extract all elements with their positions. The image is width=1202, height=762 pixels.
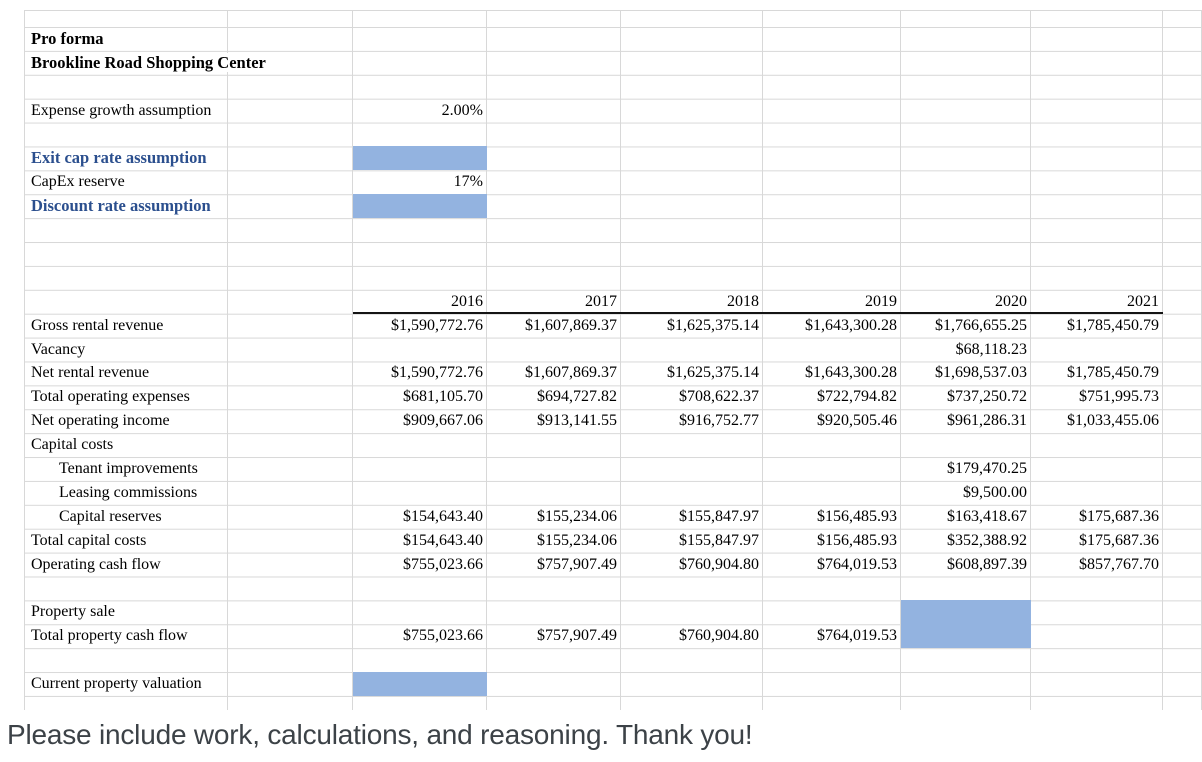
row-label-net-operating-income[interactable]	[25, 409, 228, 433]
cell-tcc-2019[interactable]: $156,485.93	[817, 531, 897, 549]
row-label-total-operating-expenses[interactable]	[25, 385, 228, 409]
cell-ti-2020[interactable]: $179,470.25	[947, 460, 1027, 478]
row-label-tenant-improvements-text: Tenant improvements	[59, 460, 201, 477]
cell-tcc-2017[interactable]: $155,234.06	[537, 531, 617, 549]
cell-opex-2020[interactable]: $737,250.72	[947, 388, 1027, 406]
cell-noi-2020[interactable]: $961,286.31	[947, 412, 1027, 430]
row-label-exit-cap-rate-text: Exit cap rate assumption	[31, 148, 210, 167]
cell-lc-2020[interactable]: $9,500.00	[963, 483, 1027, 501]
row-label-expense-growth-text: Expense growth assumption	[31, 102, 214, 119]
cell-opex-2018[interactable]: $708,622.37	[679, 388, 759, 406]
row-label-total-capital-costs[interactable]	[25, 529, 228, 553]
column-header-2021[interactable]: 2021	[1031, 290, 1163, 314]
cell-capres-2016[interactable]: $154,643.40	[403, 507, 483, 525]
cell-current-valuation-input[interactable]	[353, 672, 487, 696]
title-property-name-text: Brookline Road Shopping Center	[31, 53, 269, 72]
row-label-operating-cash-flow[interactable]	[25, 553, 228, 577]
cell-opex-2021[interactable]: $751,995.73	[1079, 388, 1159, 406]
cell-capres-2020[interactable]: $163,418.67	[947, 507, 1027, 525]
cell-ocf-2019[interactable]: $764,019.53	[817, 555, 897, 573]
row-label-capital-costs-text: Capital costs	[31, 436, 116, 453]
cell-vacancy-2020[interactable]: $68,118.23	[955, 340, 1027, 358]
cell-tcc-2021[interactable]: $175,687.36	[1079, 531, 1159, 549]
cell-capres-2019[interactable]: $156,485.93	[817, 507, 897, 525]
cell-gross-2017[interactable]: $1,607,869.37	[525, 316, 617, 334]
title-pro-forma-text: Pro forma	[31, 29, 107, 48]
row-label-gross-rental-revenue-text: Gross rental revenue	[31, 317, 166, 334]
cell-opex-2017[interactable]: $694,727.82	[537, 388, 617, 406]
cell-ocf-2021[interactable]: $857,767.70	[1079, 555, 1159, 573]
row-label-net-rental-revenue[interactable]	[25, 361, 228, 385]
row-label-leasing-commissions[interactable]	[25, 481, 228, 505]
title-pro-forma[interactable]	[25, 27, 228, 51]
cell-tpcf-2018[interactable]: $760,904.80	[679, 627, 759, 645]
cell-noi-2016[interactable]: $909,667.06	[403, 412, 483, 430]
instruction-note: Please include work, calculations, and reasoning. Thank you!	[7, 719, 753, 750]
cell-netrev-2020[interactable]: $1,698,537.03	[935, 364, 1027, 382]
row-label-capex-reserve-text: CapEx reserve	[31, 173, 128, 190]
row-label-leasing-commissions-text: Leasing commissions	[59, 484, 200, 501]
row-label-capital-reserves[interactable]	[25, 505, 228, 529]
row-label-gross-rental-revenue[interactable]	[25, 314, 228, 338]
cell-ocf-2016[interactable]: $755,023.66	[403, 555, 483, 573]
cell-netrev-2016[interactable]: $1,590,772.76	[391, 364, 483, 382]
cell-netrev-2018[interactable]: $1,625,375.14	[667, 364, 759, 382]
title-property-name[interactable]	[25, 51, 266, 75]
row-label-expense-growth[interactable]	[25, 99, 228, 123]
cell-gross-2018[interactable]: $1,625,375.14	[667, 316, 759, 334]
cell-discount-rate-input[interactable]	[353, 194, 487, 218]
cell-capres-2018[interactable]: $155,847.97	[679, 507, 759, 525]
cell-tcc-2016[interactable]: $154,643.40	[403, 531, 483, 549]
row-label-discount-rate-text: Discount rate assumption	[31, 196, 214, 215]
spreadsheet	[24, 10, 1202, 710]
row-label-capex-reserve[interactable]	[25, 170, 228, 194]
cell-opex-2016[interactable]: $681,105.70	[403, 388, 483, 406]
cell-gross-2021[interactable]: $1,785,450.79	[1067, 316, 1159, 334]
row-label-net-operating-income-text: Net operating income	[31, 412, 173, 429]
cell-tpcf-2016[interactable]: $755,023.66	[403, 627, 483, 645]
cell-tpcf-2017[interactable]: $757,907.49	[537, 627, 617, 645]
column-header-2020[interactable]: 2020	[901, 290, 1031, 314]
cell-ocf-2020[interactable]: $608,897.39	[947, 555, 1027, 573]
cell-capex-reserve-value[interactable]: 17%	[453, 173, 483, 191]
cell-ocf-2017[interactable]: $757,907.49	[537, 555, 617, 573]
cell-tcc-2018[interactable]: $155,847.97	[679, 531, 759, 549]
cell-tcc-2020[interactable]: $352,388.92	[947, 531, 1027, 549]
row-label-current-property-valuation-text: Current property valuation	[31, 675, 205, 692]
column-header-2019[interactable]: 2019	[763, 290, 901, 314]
row-label-property-sale[interactable]	[25, 600, 228, 624]
row-label-vacancy[interactable]	[25, 338, 228, 362]
row-label-exit-cap-rate[interactable]	[25, 146, 228, 170]
cell-netrev-2017[interactable]: $1,607,869.37	[525, 364, 617, 382]
row-label-net-rental-revenue-text: Net rental revenue	[31, 364, 152, 381]
cell-noi-2017[interactable]: $913,141.55	[537, 412, 617, 430]
cell-gross-2020[interactable]: $1,766,655.25	[935, 316, 1027, 334]
row-label-capital-costs[interactable]	[25, 433, 228, 457]
cell-netrev-2021[interactable]: $1,785,450.79	[1067, 364, 1159, 382]
row-label-property-sale-text: Property sale	[31, 603, 118, 620]
cell-exit-cap-rate-input[interactable]	[353, 146, 487, 170]
row-label-discount-rate[interactable]	[25, 194, 228, 218]
cell-gross-2019[interactable]: $1,643,300.28	[805, 316, 897, 334]
row-label-vacancy-text: Vacancy	[31, 341, 88, 358]
column-header-2018[interactable]: 2018	[621, 290, 763, 314]
row-label-capital-reserves-text: Capital reserves	[59, 508, 165, 525]
cell-expense-growth-value[interactable]: 2.00%	[441, 101, 483, 119]
row-label-operating-cash-flow-text: Operating cash flow	[31, 556, 164, 573]
column-header-2016[interactable]: 2016	[353, 290, 487, 314]
cell-property-sale-2020-input[interactable]	[901, 600, 1031, 648]
cell-gross-2016[interactable]: $1,590,772.76	[391, 316, 483, 334]
cell-capres-2017[interactable]: $155,234.06	[537, 507, 617, 525]
cell-opex-2019[interactable]: $722,794.82	[817, 388, 897, 406]
cell-capres-2021[interactable]: $175,687.36	[1079, 507, 1159, 525]
cell-noi-2021[interactable]: $1,033,455.06	[1067, 412, 1159, 430]
row-label-total-operating-expenses-text: Total operating expenses	[31, 388, 193, 405]
column-header-2017[interactable]: 2017	[487, 290, 621, 314]
row-label-total-property-cash-flow-text: Total property cash flow	[31, 627, 191, 644]
row-label-current-property-valuation[interactable]	[25, 672, 228, 696]
cell-netrev-2019[interactable]: $1,643,300.28	[805, 364, 897, 382]
cell-tpcf-2019[interactable]: $764,019.53	[817, 627, 897, 645]
row-label-tenant-improvements[interactable]	[25, 457, 228, 481]
row-label-total-property-cash-flow[interactable]	[25, 624, 228, 648]
row-label-total-capital-costs-text: Total capital costs	[31, 532, 149, 549]
cell-noi-2018[interactable]: $916,752.77	[679, 412, 759, 430]
cell-ocf-2018[interactable]: $760,904.80	[679, 555, 759, 573]
cell-noi-2019[interactable]: $920,505.46	[817, 412, 897, 430]
